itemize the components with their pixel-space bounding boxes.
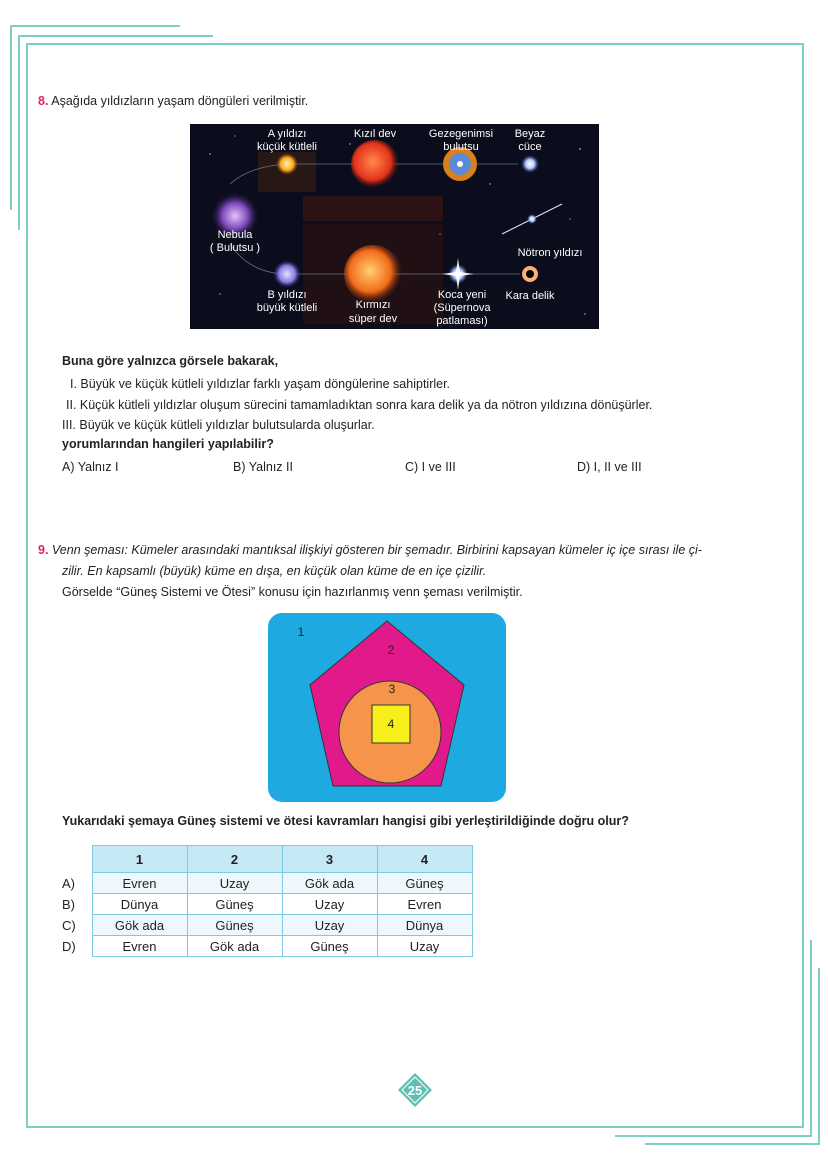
label-b-star-mass: büyük kütleli bbox=[256, 302, 318, 314]
question-8-prompt bbox=[38, 92, 308, 110]
massive-star-graphic bbox=[273, 260, 301, 288]
label-white-dwarf: Beyaz bbox=[514, 128, 546, 140]
q8-statement-3: III. Büyük ve küçük kütleli yıldızlar bulutsularda oluşurlar. bbox=[62, 418, 375, 432]
table-cell: Uzay bbox=[282, 894, 377, 915]
table-cell: Evren bbox=[92, 936, 187, 957]
table-row[interactable] bbox=[62, 936, 472, 957]
question-number: 8. bbox=[38, 94, 49, 108]
label-supernova: Koca yeni bbox=[437, 289, 487, 301]
q8-question: yorumlarından hangileri yapılabilir? bbox=[62, 437, 274, 451]
q8-option-a[interactable]: A) Yalnız I bbox=[62, 460, 119, 474]
table-row[interactable] bbox=[62, 894, 472, 915]
frame-line bbox=[26, 43, 28, 1128]
option-label[interactable]: D) bbox=[62, 938, 76, 954]
table-header: 4 bbox=[377, 846, 472, 873]
label-neutron-star: Nötron yıldızı bbox=[517, 247, 583, 259]
panel bbox=[303, 196, 443, 221]
venn-label-2: 2 bbox=[387, 643, 395, 657]
label-nebula-2: ( Bulutsu ) bbox=[209, 242, 261, 254]
frame-line bbox=[18, 35, 213, 37]
table-cell: Güneş bbox=[187, 915, 282, 936]
table-corner bbox=[62, 846, 92, 873]
q8-option-c[interactable]: C) I ve III bbox=[405, 460, 456, 474]
table-cell: Uzay bbox=[282, 915, 377, 936]
table-cell: Gök ada bbox=[282, 873, 377, 894]
label-black-hole: Kara delik bbox=[505, 290, 555, 302]
answer-table bbox=[62, 845, 473, 957]
label-a-star: A yıldızı bbox=[267, 128, 307, 140]
label-planetary-nebula: Gezegenimsi bbox=[428, 128, 494, 140]
label-red-giant: Kızıl dev bbox=[353, 128, 397, 140]
intro-line-3: Görselde “Güneş Sistemi ve Ötesi” konusu için hazırlanmış venn şeması verilmiştir. bbox=[62, 585, 523, 599]
label-supernova-3: patlaması) bbox=[436, 315, 488, 327]
table-cell: Uzay bbox=[187, 873, 282, 894]
table-row[interactable] bbox=[62, 915, 472, 936]
venn-label-4: 4 bbox=[387, 717, 395, 731]
prompt-text: Aşağıda yıldızların yaşam döngüleri verilmiştir. bbox=[51, 94, 309, 108]
label-red-supergiant: Kırmızı bbox=[355, 299, 391, 311]
red-supergiant-graphic bbox=[344, 245, 402, 303]
label-supernova-2: (Süpernova bbox=[433, 302, 491, 314]
page-number-badge bbox=[398, 1073, 432, 1107]
q8-option-d[interactable]: D) I, II ve III bbox=[577, 460, 642, 474]
table-header: 1 bbox=[92, 846, 187, 873]
black-hole-graphic bbox=[522, 266, 538, 282]
intro-line-2: zilir. En kapsamlı (büyük) küme en dışa, en küçük olan küme de en içe çizilir. bbox=[62, 564, 487, 578]
question-number: 9. bbox=[38, 543, 49, 557]
q8-statement-1: I. Büyük ve küçük kütleli yıldızlar farklı yaşam döngülerine sahiptirler. bbox=[70, 377, 451, 391]
label-white-dwarf-2: cüce bbox=[518, 141, 542, 153]
frame-line bbox=[802, 43, 804, 1128]
table-cell: Güneş bbox=[187, 894, 282, 915]
planetary-nebula-center bbox=[457, 161, 463, 167]
option-label[interactable]: A) bbox=[62, 875, 75, 891]
table-cell: Evren bbox=[377, 894, 472, 915]
q8-lead: Buna göre yalnızca görsele bakarak, bbox=[62, 354, 279, 368]
venn-diagram bbox=[268, 613, 506, 802]
option-label[interactable]: C) bbox=[62, 917, 76, 933]
label-nebula: Nebula bbox=[217, 229, 253, 241]
frame-line bbox=[10, 25, 180, 27]
venn-label-1: 1 bbox=[297, 625, 305, 639]
white-dwarf-graphic bbox=[521, 155, 539, 173]
table-row[interactable] bbox=[62, 873, 472, 894]
table-header: 3 bbox=[282, 846, 377, 873]
table-cell: Evren bbox=[92, 873, 187, 894]
frame-line bbox=[645, 1143, 820, 1145]
frame-line bbox=[10, 25, 12, 210]
option-label[interactable]: B) bbox=[62, 896, 75, 912]
red-giant-graphic bbox=[351, 140, 399, 188]
frame-line bbox=[615, 1135, 812, 1137]
q8-statement-2: II. Küçük kütleli yıldızlar oluşum sürecini tamamladıktan sonra kara delik ya da nötron yıldızına dönüşürler. bbox=[66, 398, 653, 412]
table-cell: Güneş bbox=[377, 873, 472, 894]
frame-line bbox=[26, 43, 804, 45]
frame-line bbox=[18, 35, 20, 230]
table-cell: Gök ada bbox=[92, 915, 187, 936]
venn-label-3: 3 bbox=[388, 682, 396, 696]
page-number: 25 bbox=[407, 1083, 423, 1098]
label-planetary-nebula-2: bulutsu bbox=[443, 141, 479, 153]
table-cell: Dünya bbox=[92, 894, 187, 915]
table-header-row bbox=[62, 846, 472, 873]
table-cell: Gök ada bbox=[187, 936, 282, 957]
frame-line bbox=[810, 940, 812, 1135]
table-cell: Dünya bbox=[377, 915, 472, 936]
q8-option-b[interactable]: B) Yalnız II bbox=[233, 460, 293, 474]
label-a-star-mass: küçük kütleli bbox=[257, 141, 317, 153]
label-red-supergiant-2: süper dev bbox=[348, 313, 398, 325]
frame-line bbox=[26, 1126, 804, 1128]
question-9-intro bbox=[38, 541, 798, 559]
frame-line bbox=[818, 968, 820, 1143]
q9-question: Yukarıdaki şemaya Güneş sistemi ve ötesi kavramları hangisi gibi yerleştirildiğinde doğru olur? bbox=[62, 814, 629, 828]
table-cell: Uzay bbox=[377, 936, 472, 957]
table-cell: Güneş bbox=[282, 936, 377, 957]
small-star-graphic bbox=[276, 153, 298, 175]
table-header: 2 bbox=[187, 846, 282, 873]
intro-line-1: Venn şeması: Kümeler arasındaki mantıksal ilişkiyi gösteren bir şemadır. Birbirini kapsayan kümeler iç içe sırası ile çi- bbox=[51, 543, 702, 557]
label-b-star: B yıldızı bbox=[267, 289, 307, 301]
star-life-cycle-image bbox=[190, 124, 599, 329]
